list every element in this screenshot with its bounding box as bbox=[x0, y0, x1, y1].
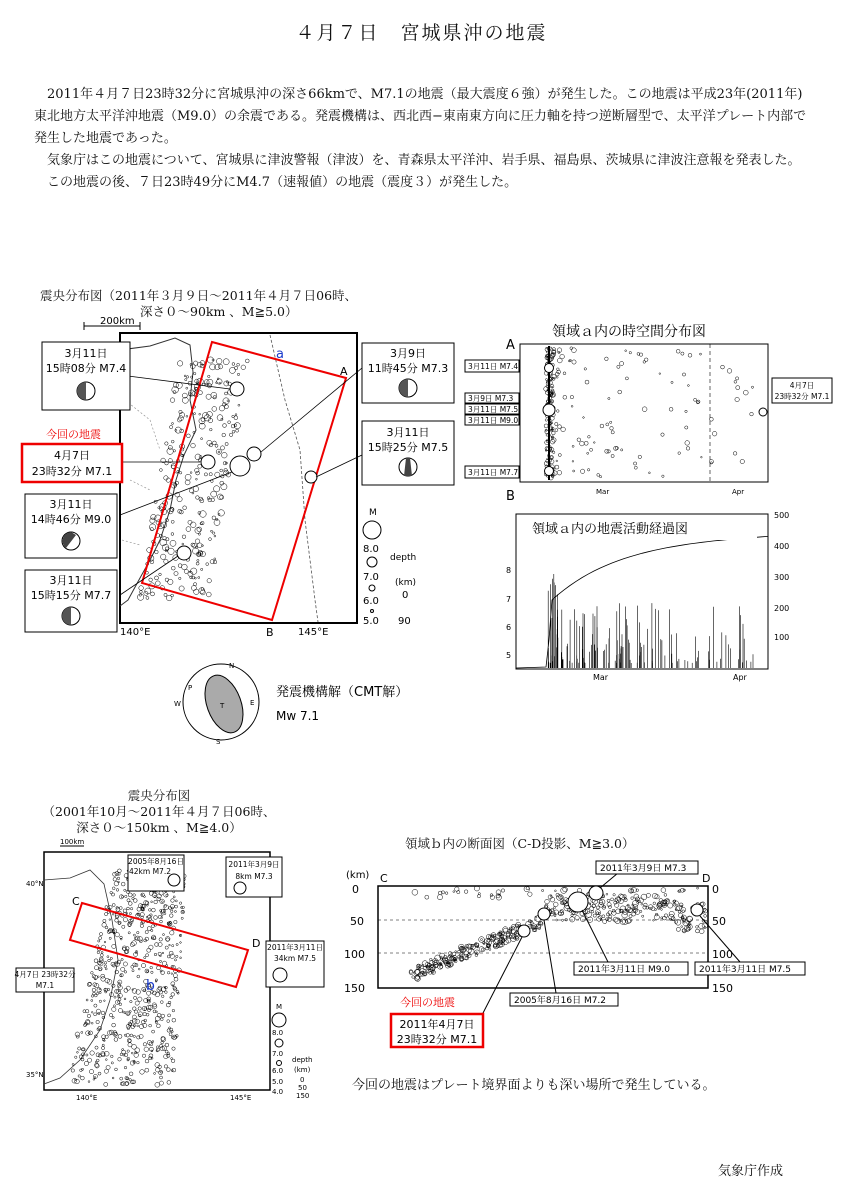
svg-text:2005年8月16日: 2005年8月16日 bbox=[128, 857, 184, 866]
svg-text:15時25分 M7.5: 15時25分 M7.5 bbox=[367, 441, 449, 454]
svg-text:0: 0 bbox=[352, 883, 359, 896]
svg-text:b: b bbox=[146, 978, 155, 994]
credit: 気象庁作成 bbox=[717, 1164, 783, 1179]
svg-text:300: 300 bbox=[774, 573, 790, 582]
svg-text:3月11日 M7.4: 3月11日 M7.4 bbox=[468, 362, 519, 371]
svg-text:D: D bbox=[702, 872, 711, 885]
svg-text:150: 150 bbox=[712, 982, 733, 995]
event-m73 bbox=[247, 447, 261, 461]
svg-text:N: N bbox=[229, 662, 235, 670]
event-m74 bbox=[230, 382, 244, 396]
svg-text:B: B bbox=[506, 489, 515, 504]
corner-a: A bbox=[340, 365, 348, 378]
svg-text:7: 7 bbox=[506, 595, 512, 604]
svg-text:4月7日: 4月7日 bbox=[789, 381, 815, 390]
svg-text:C: C bbox=[72, 895, 80, 908]
svg-text:2005年8月16日 M7.2: 2005年8月16日 M7.2 bbox=[514, 996, 607, 1006]
section-note: 今回の地震はプレート境界面よりも深い場所で発生している。 bbox=[352, 1078, 716, 1093]
svg-text:5.0: 5.0 bbox=[363, 616, 379, 627]
svg-text:3月11日: 3月11日 bbox=[64, 347, 108, 360]
map1-title: 震央分布図（2011年３月９日〜2011年４月７日06時、 深さ０〜90km 、M≧5.0） bbox=[40, 288, 358, 319]
box-m75 bbox=[362, 421, 454, 485]
box-m74 bbox=[42, 342, 130, 410]
svg-text:0: 0 bbox=[402, 590, 409, 601]
svg-text:3月11日: 3月11日 bbox=[49, 574, 93, 587]
svg-text:C: C bbox=[380, 872, 388, 885]
page-title: ４月７日 宮城県沖の地震 bbox=[295, 22, 548, 44]
box-m73 bbox=[362, 343, 454, 403]
svg-text:3月11日: 3月11日 bbox=[49, 498, 93, 511]
box-m90 bbox=[25, 494, 117, 558]
svg-text:150: 150 bbox=[296, 1092, 310, 1100]
svg-text:8.0: 8.0 bbox=[272, 1029, 284, 1037]
svg-text:3月11日 M7.5: 3月11日 M7.5 bbox=[468, 405, 519, 414]
svg-text:Mar: Mar bbox=[593, 673, 609, 682]
svg-text:領域ａ内の時空間分布図: 領域ａ内の時空間分布図 bbox=[552, 324, 706, 340]
svg-text:23時32分 M7.1: 23時32分 M7.1 bbox=[774, 392, 830, 401]
svg-text:5: 5 bbox=[506, 651, 512, 660]
svg-text:Mw 7.1: Mw 7.1 bbox=[276, 709, 320, 723]
svg-text:400: 400 bbox=[774, 542, 790, 551]
svg-text:3月9日: 3月9日 bbox=[390, 347, 426, 360]
paragraph-2: 気象庁はこの地震について、宮城県に津波警報（津波）を、青森県太平洋沖、岩手県、福島県、茨城県に津波注意報を発表した。 bbox=[47, 153, 801, 168]
svg-text:6.0: 6.0 bbox=[272, 1067, 284, 1075]
svg-text:depth: depth bbox=[390, 553, 417, 563]
svg-text:3月11日 M9.0: 3月11日 M9.0 bbox=[468, 416, 519, 425]
lon-140: 140°E bbox=[120, 627, 151, 638]
svg-text:M: M bbox=[276, 1003, 283, 1011]
svg-text:8km M7.3: 8km M7.3 bbox=[235, 872, 273, 881]
svg-text:0: 0 bbox=[300, 1076, 305, 1084]
svg-text:15時15分 M7.7: 15時15分 M7.7 bbox=[30, 589, 112, 602]
svg-text:140°E: 140°E bbox=[76, 1094, 98, 1102]
svg-text:(km): (km) bbox=[346, 870, 370, 881]
svg-text:7.0: 7.0 bbox=[272, 1050, 284, 1058]
svg-text:90: 90 bbox=[398, 616, 411, 627]
cmt-beachball bbox=[174, 662, 408, 746]
svg-text:100km: 100km bbox=[60, 838, 85, 846]
svg-text:3月11日 M7.7: 3月11日 M7.7 bbox=[468, 468, 519, 477]
box-m77 bbox=[25, 570, 117, 632]
svg-text:6: 6 bbox=[506, 623, 512, 632]
svg-text:発震機構解（CMT解）: 発震機構解（CMT解） bbox=[276, 685, 409, 700]
event-m77 bbox=[177, 546, 191, 560]
lon-145: 145°E bbox=[298, 627, 329, 638]
svg-text:Mar: Mar bbox=[596, 488, 610, 496]
scale-label: 200km bbox=[100, 316, 135, 327]
cross-section bbox=[344, 861, 805, 1047]
svg-text:4月7日 23時32分: 4月7日 23時32分 bbox=[14, 970, 76, 979]
svg-text:34km M7.5: 34km M7.5 bbox=[274, 954, 316, 963]
svg-text:11時45分 M7.3: 11時45分 M7.3 bbox=[367, 362, 449, 375]
svg-text:23時32分 M7.1: 23時32分 M7.1 bbox=[31, 465, 113, 478]
svg-text:4.0: 4.0 bbox=[272, 1088, 284, 1096]
epicenter-map-2 bbox=[14, 838, 324, 1102]
map1-legend bbox=[363, 508, 416, 627]
svg-text:500: 500 bbox=[774, 511, 790, 520]
svg-text:S: S bbox=[216, 738, 221, 746]
svg-text:14時46分 M9.0: 14時46分 M9.0 bbox=[30, 513, 112, 526]
current-quake-label: 今回の地震 bbox=[46, 428, 101, 441]
svg-text:0: 0 bbox=[712, 883, 719, 896]
event-m71 bbox=[201, 455, 215, 469]
svg-text:E: E bbox=[250, 699, 255, 707]
svg-text:2011年3月11日 M9.0: 2011年3月11日 M9.0 bbox=[578, 965, 671, 975]
svg-text:M: M bbox=[369, 508, 377, 518]
svg-text:2011年3月9日: 2011年3月9日 bbox=[228, 860, 280, 869]
svg-text:100: 100 bbox=[712, 948, 733, 961]
svg-text:100: 100 bbox=[774, 633, 790, 642]
epicenter-map-1 bbox=[22, 316, 454, 639]
svg-text:40°N: 40°N bbox=[26, 880, 44, 888]
paragraph-3: この地震の後、７日23時49分にM4.7（速報値）の地震（震度３）が発生した。 bbox=[47, 175, 518, 190]
event-m75 bbox=[305, 471, 317, 483]
svg-text:領域ａ内の地震活動経過図: 領域ａ内の地震活動経過図 bbox=[532, 522, 689, 537]
svg-text:Apr: Apr bbox=[733, 673, 747, 682]
svg-text:42km M7.2: 42km M7.2 bbox=[129, 867, 171, 876]
svg-text:23時32分 M7.1: 23時32分 M7.1 bbox=[396, 1033, 478, 1046]
svg-text:3月9日 M7.3: 3月9日 M7.3 bbox=[468, 394, 514, 403]
svg-text:200: 200 bbox=[774, 604, 790, 613]
svg-text:5.0: 5.0 bbox=[272, 1078, 284, 1086]
activity-plot bbox=[506, 511, 789, 682]
svg-text:50: 50 bbox=[350, 915, 364, 928]
svg-text:8.0: 8.0 bbox=[363, 544, 379, 555]
svg-text:100: 100 bbox=[344, 948, 365, 961]
svg-text:D: D bbox=[252, 937, 261, 950]
section-title: 領域ｂ内の断面図（C-D投影、M≧3.0） bbox=[405, 836, 635, 851]
svg-text:145°E: 145°E bbox=[230, 1094, 252, 1102]
svg-text:8: 8 bbox=[506, 566, 512, 575]
svg-text:(km): (km) bbox=[294, 1066, 311, 1074]
event-m90 bbox=[230, 456, 250, 476]
svg-text:P: P bbox=[188, 684, 193, 692]
svg-text:4月7日: 4月7日 bbox=[54, 449, 90, 462]
map2-legend bbox=[272, 1003, 312, 1100]
svg-text:150: 150 bbox=[344, 982, 365, 995]
svg-text:W: W bbox=[174, 700, 181, 708]
svg-text:T: T bbox=[220, 702, 225, 710]
corner-b: B bbox=[266, 626, 274, 639]
svg-text:A: A bbox=[506, 338, 515, 353]
svg-text:2011年3月9日 M7.3: 2011年3月9日 M7.3 bbox=[600, 864, 687, 874]
svg-text:M7.1: M7.1 bbox=[35, 981, 55, 990]
svg-text:7.0: 7.0 bbox=[363, 572, 379, 583]
svg-text:50: 50 bbox=[712, 915, 726, 928]
svg-text:35°N: 35°N bbox=[26, 1071, 44, 1079]
svg-text:3月11日: 3月11日 bbox=[386, 426, 430, 439]
box-m71 bbox=[22, 444, 122, 482]
spacetime-plot bbox=[465, 323, 832, 504]
svg-text:6.0: 6.0 bbox=[363, 596, 379, 607]
svg-text:2011年3月11日: 2011年3月11日 bbox=[267, 943, 323, 952]
svg-text:15時08分 M7.4: 15時08分 M7.4 bbox=[45, 362, 127, 375]
svg-text:2011年3月11日 M7.5: 2011年3月11日 M7.5 bbox=[699, 965, 792, 975]
svg-text:50: 50 bbox=[298, 1084, 307, 1092]
svg-text:(km): (km) bbox=[395, 578, 417, 588]
region-a-label: a bbox=[276, 347, 284, 362]
svg-text:Apr: Apr bbox=[732, 488, 745, 496]
svg-text:2011年4月7日: 2011年4月7日 bbox=[399, 1018, 475, 1031]
map2-title: 震央分布図 （2001年10月〜2011年４月７日06時、 深さ０〜150km 、M≧4.0） bbox=[42, 788, 276, 835]
svg-text:depth: depth bbox=[292, 1056, 313, 1064]
paragraph-1: 2011年４月７日23時32分に宮城県沖の深さ66kmで、M7.1の地震（最大震度６強）が発生した。この地震は平成23年(2011年)東北地方太平洋沖地震（M9.0）の余震である。発震機構は、西北西−東南東方向に圧力軸を持つ逆断層型で、太平洋プレート内部で発生した地震であった。 bbox=[34, 87, 807, 146]
svg-text:今回の地震: 今回の地震 bbox=[400, 996, 455, 1009]
